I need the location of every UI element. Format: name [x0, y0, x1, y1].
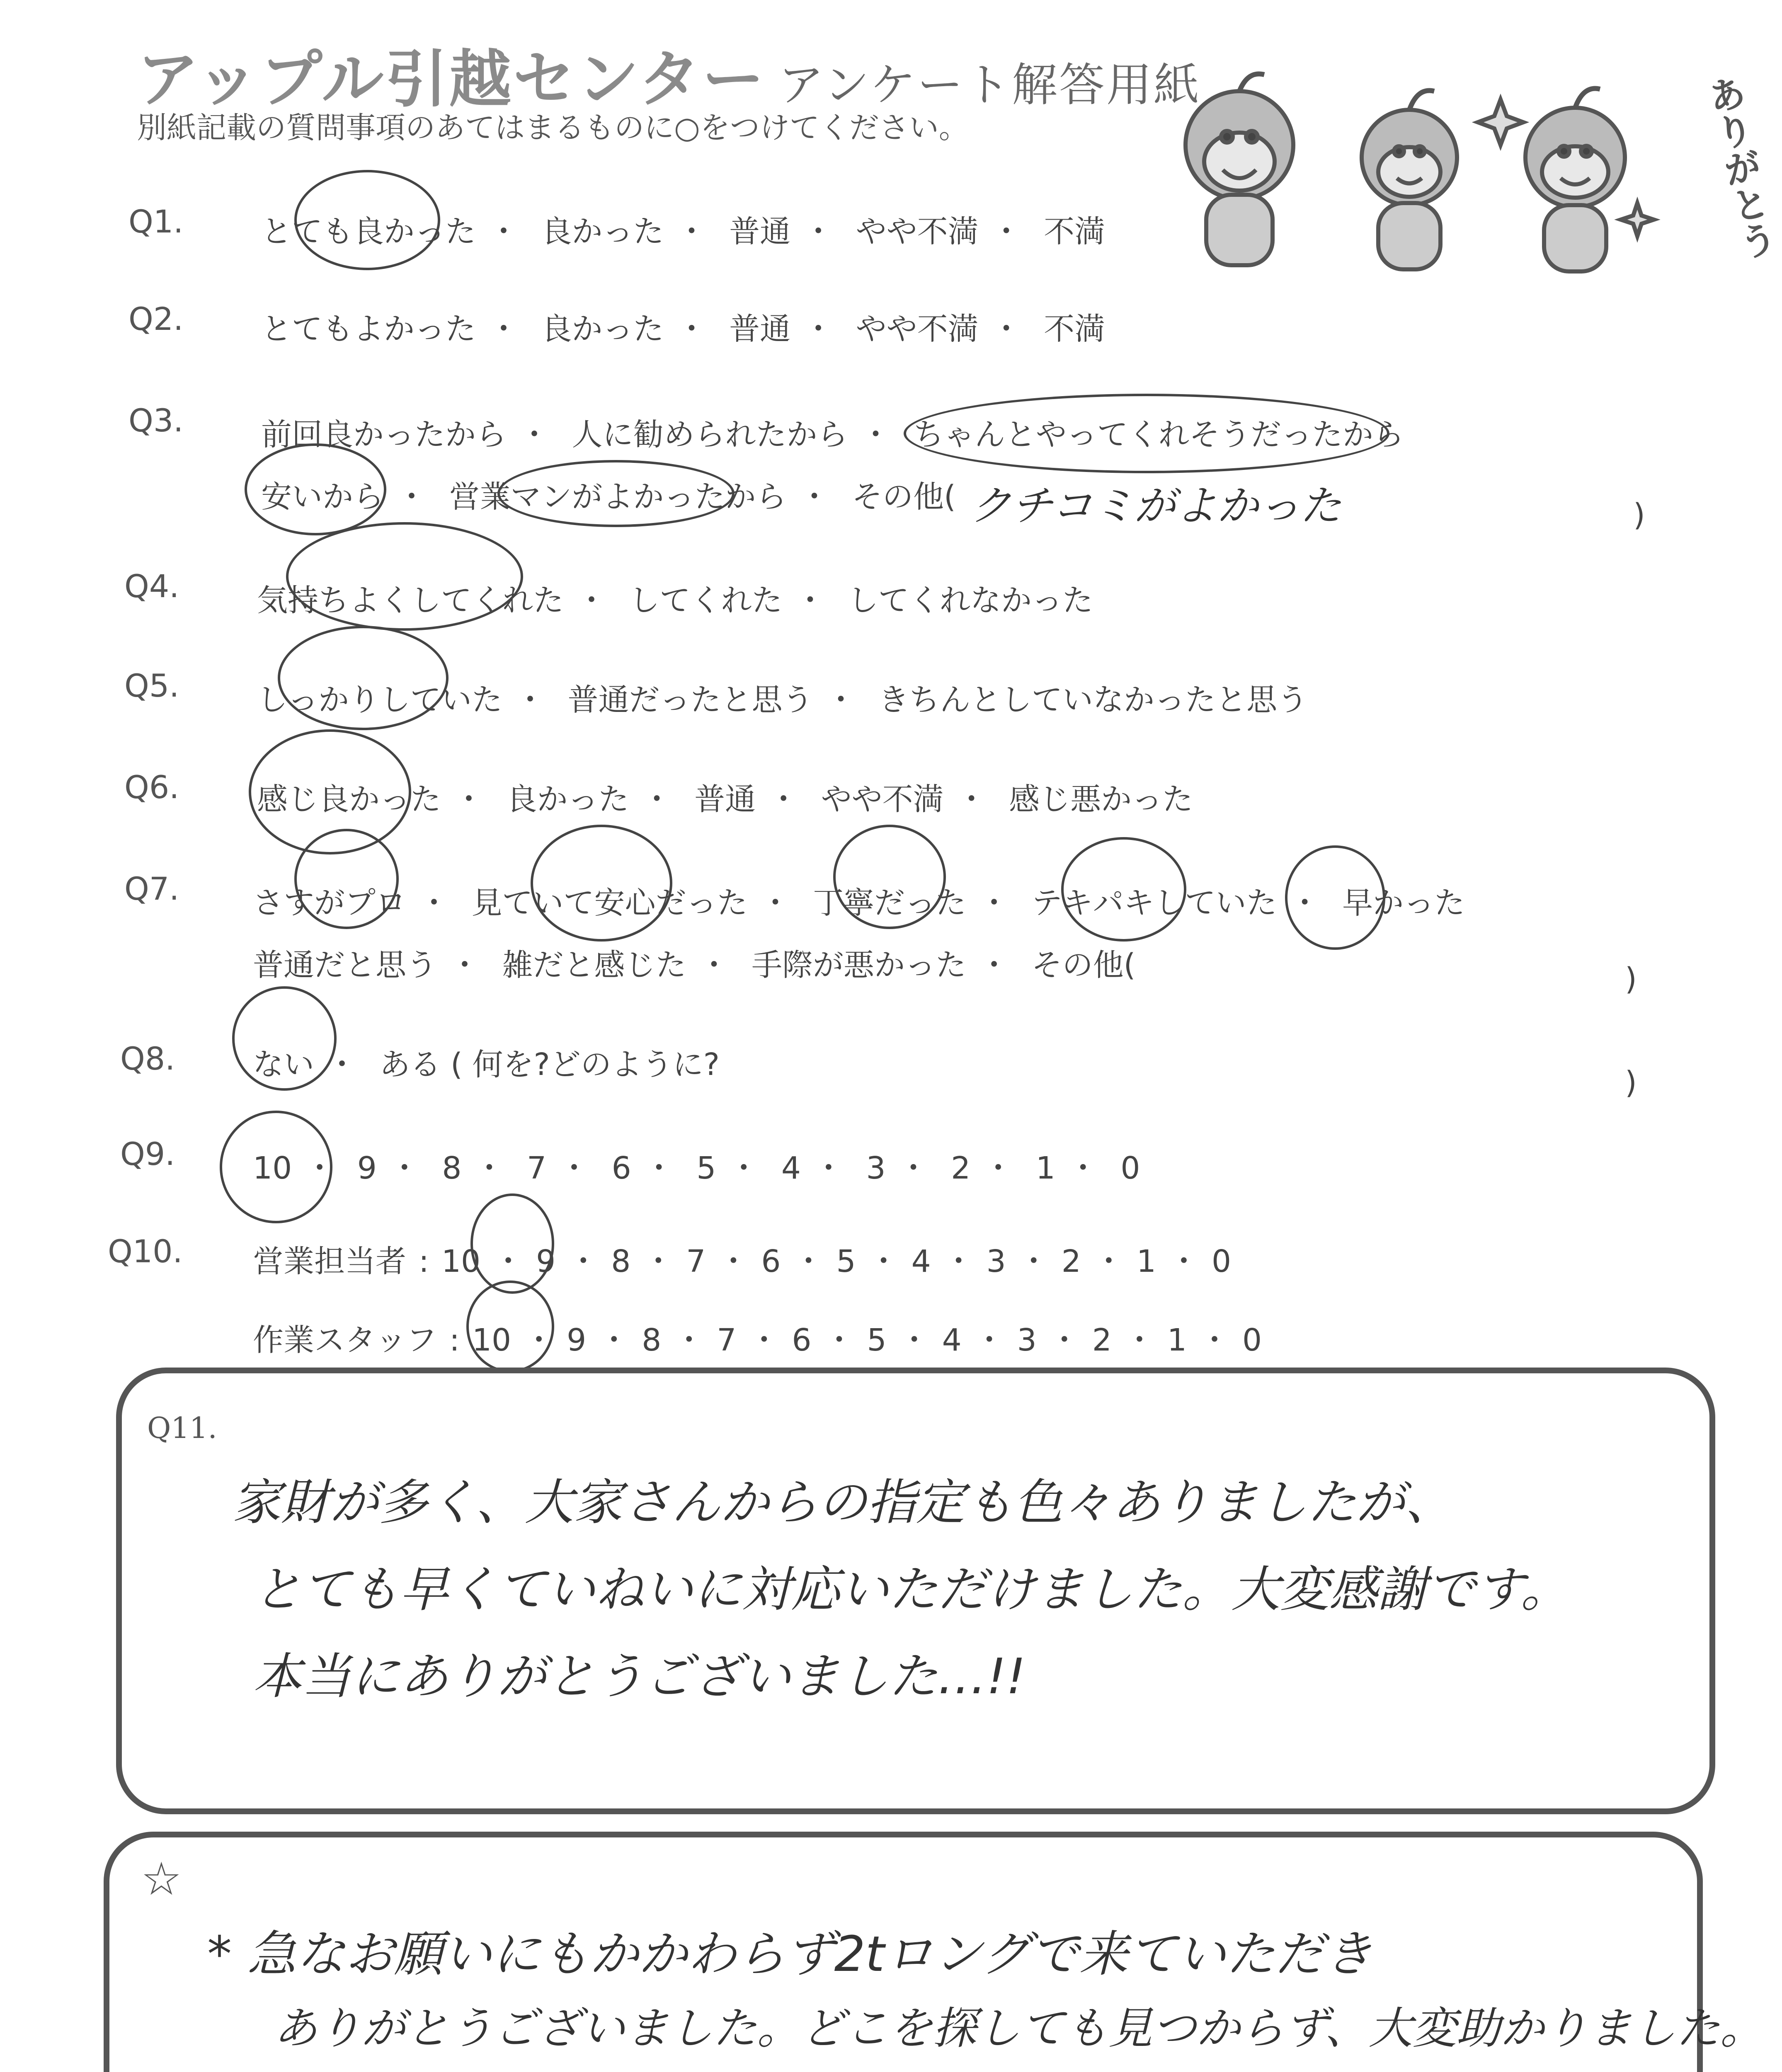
q6-option[interactable]: 良かった — [506, 782, 629, 817]
q8-option[interactable]: ない — [253, 1047, 314, 1082]
q7-option[interactable]: 手際が悪かった — [752, 947, 967, 983]
q1-option[interactable]: 良かった — [541, 214, 664, 249]
q7-option[interactable]: 見ていて安心だった — [471, 885, 748, 921]
q6-option[interactable]: 感じ良かった — [257, 782, 441, 817]
q2-option[interactable]: 普通 — [729, 311, 791, 347]
q2-label: Q2. — [128, 300, 184, 337]
q10-sales-score[interactable]: 1 — [1136, 1244, 1156, 1279]
q10-staff-score[interactable]: 3 — [1017, 1322, 1037, 1358]
q4-options: 気持ちよくしてくれた ・ してくれた ・ してくれなかった — [257, 583, 1093, 618]
q10-staff-score[interactable]: 4 — [942, 1322, 962, 1358]
q10-staff-score[interactable]: 6 — [792, 1322, 812, 1358]
q7-selection-circle — [833, 825, 946, 929]
q3-selection-circle — [904, 394, 1389, 473]
q7-options-line2: 普通だと思う ・ 雑だと感じた ・ 手際が悪かった ・ その他( — [253, 947, 1136, 983]
q10-staff-score[interactable]: 9 — [567, 1322, 587, 1358]
q10-label: Q10. — [108, 1233, 183, 1270]
q9-score[interactable]: 8 — [442, 1150, 462, 1186]
thanks-text: ありがとう — [1698, 72, 1780, 264]
q7-option[interactable]: 普通だと思う — [253, 947, 437, 983]
q6-options: 感じ良かった ・ 良かった ・ 普通 ・ やや不満 ・ 感じ悪かった — [257, 782, 1193, 817]
q8-label: Q8. — [120, 1040, 175, 1077]
q3-option[interactable]: 前回良かったから — [261, 417, 507, 453]
q2-option[interactable]: やや不満 — [856, 311, 979, 347]
q11-comment-line: 本当にありがとうございました…!! — [253, 1648, 1026, 1705]
q10-staff-selection-circle — [466, 1280, 554, 1372]
q5-option[interactable]: きちんとしていなかったと思う — [878, 682, 1308, 718]
q10-sales-score[interactable]: 3 — [986, 1244, 1006, 1279]
q10-sales-score[interactable]: 4 — [911, 1244, 931, 1279]
q8-option[interactable]: ある ( 何を?どのように? — [379, 1047, 720, 1082]
q2-option[interactable]: 不満 — [1044, 311, 1106, 347]
q5-option[interactable]: 普通だったと思う — [567, 682, 813, 718]
q9-score[interactable]: 7 — [526, 1150, 547, 1186]
q11-label: Q11. — [147, 1411, 217, 1445]
q1-option[interactable]: 普通 — [729, 214, 791, 249]
q3-option[interactable]: ちゃんとやってくれそうだったから — [913, 417, 1404, 453]
q3-selection-circle — [497, 460, 735, 527]
q1-options: とても良かった ・ 良かった ・ 普通 ・ やや不満 ・ 不満 — [261, 214, 1106, 249]
q11-comment-line: とても早くていねいに対応いただけました。大変感謝です。 — [253, 1561, 1570, 1618]
q10-sales-score[interactable]: 9 — [536, 1244, 556, 1279]
q3-other-answer: クチコミがよかった — [970, 482, 1341, 530]
q10-sales-row: 営業担当者 : 10 ・ 9 ・ 8 ・ 7 ・ 6 ・ 5 ・ 4 ・ 3 ・ 2 ・ 1 ・ 0 — [253, 1244, 1232, 1279]
colon: : — [419, 1244, 429, 1279]
q3-label: Q3. — [128, 402, 184, 439]
q9-label: Q9. — [120, 1135, 175, 1172]
q4-label: Q4. — [124, 568, 179, 605]
q6-option[interactable]: 感じ悪かった — [1009, 782, 1193, 817]
q4-selection-circle — [286, 522, 523, 631]
company-name: アップル引越センター — [137, 44, 766, 116]
q9-score[interactable]: 10 — [253, 1150, 292, 1186]
q9-score[interactable]: 9 — [357, 1150, 377, 1186]
q7-selection-circle — [531, 825, 672, 942]
colon: : — [449, 1322, 460, 1358]
q6-option[interactable]: やや不満 — [821, 782, 944, 817]
q3-option[interactable]: 安いから — [261, 479, 384, 515]
q10-sales-label: 営業担当者 — [253, 1244, 406, 1279]
q1-option[interactable]: 不満 — [1044, 214, 1106, 249]
q10-staff-score[interactable]: 0 — [1242, 1322, 1262, 1358]
q7-option[interactable]: 早かった — [1342, 885, 1465, 921]
q10-staff-score[interactable]: 10 — [472, 1322, 512, 1358]
q10-staff-score[interactable]: 1 — [1167, 1322, 1187, 1358]
q2-options: とてもよかった ・ 良かった ・ 普通 ・ やや不満 ・ 不満 — [261, 311, 1106, 347]
q10-staff-score[interactable]: 7 — [717, 1322, 737, 1358]
form-subtitle: アンケート解答用紙 — [778, 58, 1201, 111]
q10-sales-selection-circle — [470, 1193, 554, 1294]
q10-staff-label: 作業スタッフ — [253, 1322, 437, 1358]
q6-option[interactable]: 普通 — [694, 782, 756, 817]
q3-option[interactable]: その他( — [852, 479, 956, 515]
q10-sales-score[interactable]: 7 — [686, 1244, 706, 1279]
q10-staff-score[interactable]: 5 — [867, 1322, 887, 1358]
q9-score[interactable]: 1 — [1035, 1150, 1055, 1186]
q10-sales-score[interactable]: 10 — [441, 1244, 481, 1279]
q1-option[interactable]: とても良かった — [261, 214, 476, 249]
q9-scale: 10 ・ 9 ・ 8 ・ 7 ・ 6 ・ 5 ・ 4 ・ 3 ・ 2 ・ 1 ・ 0 — [253, 1150, 1140, 1186]
q9-selection-circle — [220, 1111, 332, 1223]
q8-close-paren: ) — [1625, 1065, 1637, 1101]
q3-options-line2: 安いから ・ 営業マンがよかったから ・ その他( — [261, 479, 956, 515]
q1-option[interactable]: やや不満 — [856, 214, 979, 249]
q10-sales-score[interactable]: 2 — [1061, 1244, 1081, 1279]
instructions: 別紙記載の質問事項のあてはまるものに○をつけてください。 — [137, 110, 969, 145]
q9-score[interactable]: 5 — [696, 1150, 716, 1186]
q9-score[interactable]: 0 — [1120, 1150, 1140, 1186]
q3-options-line1: 前回良かったから ・ 人に勧められたから ・ ちゃんとやってくれそうだったから — [261, 417, 1404, 453]
q9-score[interactable]: 3 — [866, 1150, 886, 1186]
monkey-mascot-group-icon — [1152, 62, 1691, 278]
q5-option[interactable]: しっかりしていた — [257, 682, 502, 718]
q2-option[interactable]: とてもよかった — [261, 311, 476, 347]
q4-option[interactable]: してくれなかった — [848, 583, 1093, 618]
star-comment-line: * 急なお願いにもかかわらず2tロングで来ていただき — [207, 1925, 1373, 1982]
q7-options-line1: さすがプロ ・ 見ていて安心だった ・ 丁寧だった ・ テキパキしていた ・ 早かった — [253, 885, 1465, 921]
q7-option[interactable]: テキパキしていた — [1031, 885, 1277, 921]
q7-selection-circle — [1061, 837, 1186, 942]
q4-option[interactable]: してくれた — [629, 583, 783, 618]
q7-option[interactable]: 丁寧だった — [813, 885, 967, 921]
q7-option[interactable]: さすがプロ — [253, 885, 406, 921]
q10-sales-score[interactable]: 5 — [836, 1244, 856, 1279]
q6-label: Q6. — [124, 769, 179, 806]
q3-selection-circle — [245, 443, 386, 535]
q5-selection-circle — [278, 626, 449, 730]
q1-label: Q1. — [128, 203, 184, 240]
q9-score[interactable]: 6 — [611, 1150, 631, 1186]
q11-comment-line: 家財が多く、大家さんからの指定も色々ありましたが、 — [232, 1474, 1454, 1531]
q7-selection-circle — [1285, 845, 1385, 950]
q3-option[interactable]: 営業マンがよかったから — [449, 479, 787, 515]
q10-staff-score[interactable]: 8 — [642, 1322, 662, 1358]
q4-option[interactable]: 気持ちよくしてくれた — [257, 583, 564, 618]
q1-selection-circle — [294, 170, 440, 270]
q8-selection-circle — [232, 986, 337, 1091]
q10-sales-score[interactable]: 0 — [1211, 1244, 1232, 1279]
q7-label: Q7. — [124, 870, 179, 907]
q9-score[interactable]: 4 — [781, 1150, 801, 1186]
q3-option[interactable]: 人に勧められたから — [572, 417, 848, 453]
q8-options: ない ・ ある ( 何を?どのように? — [253, 1047, 720, 1082]
star-comment-line: ありがとうございました。どこを探しても見つからず、大変助かりました。 — [274, 2003, 1764, 2054]
q10-staff-score[interactable]: 2 — [1092, 1322, 1112, 1358]
star-comment-line — [199, 2068, 1395, 2072]
q5-options: しっかりしていた ・ 普通だったと思う ・ きちんとしていなかったと思う — [257, 682, 1308, 718]
q10-sales-score[interactable]: 6 — [761, 1244, 781, 1279]
q5-label: Q5. — [124, 667, 179, 704]
q10-staff-row: 作業スタッフ : 10 ・ 9 ・ 8 ・ 7 ・ 6 ・ 5 ・ 4 ・ 3 ・ 2 ・ 1 ・ 0 — [253, 1322, 1262, 1358]
q3-close-paren: ) — [1633, 497, 1645, 533]
q9-score[interactable]: 2 — [951, 1150, 971, 1186]
star-icon: ☆ — [141, 1852, 182, 1905]
q7-selection-circle — [294, 829, 399, 929]
q7-close-paren: ) — [1625, 961, 1637, 997]
q10-sales-score[interactable]: 8 — [611, 1244, 631, 1279]
q7-option[interactable]: 雑だと感じた — [502, 947, 686, 983]
q7-option[interactable]: その他( — [1031, 947, 1136, 983]
q2-option[interactable]: 良かった — [541, 311, 664, 347]
